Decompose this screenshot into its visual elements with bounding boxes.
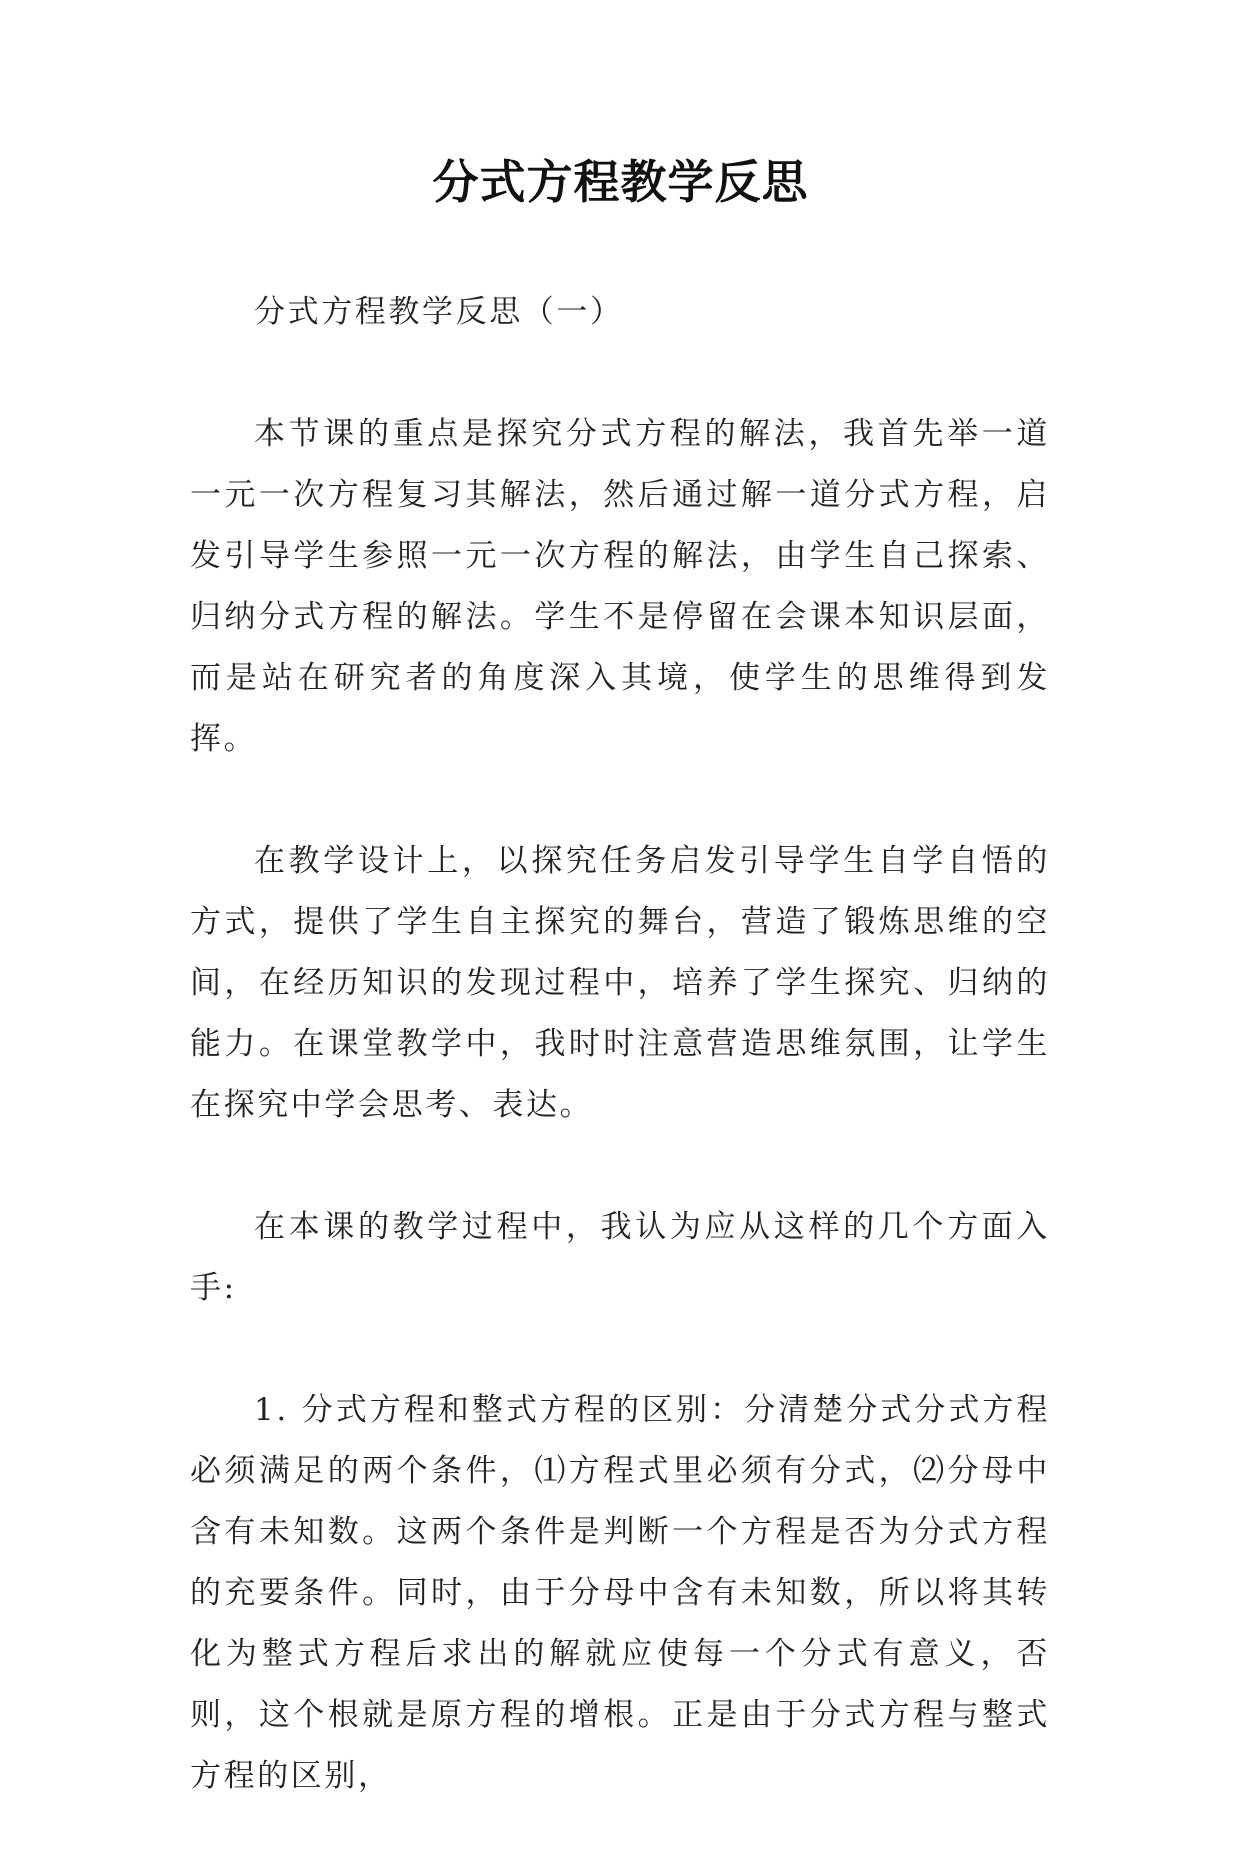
document-title: 分式方程教学反思 bbox=[432, 155, 809, 209]
paragraph-4: 1. 分式方程和整式方程的区别：分清楚分式分式方程必须满足的两个条件，⑴方程式里必须有分式，⑵分母中含有未知数。这两个条件是判断一个方程是否为分式方程的充要条件。同时，由于分母中含有未知数，所以将其转化为整式方程后求出的解就应使每一个分式有意义，否则，这个根就是原方程的增根。正是由于分式方程与整式方程的区别， bbox=[190, 1392, 1050, 1794]
paragraph-1: 本节课的重点是探究分式方程的解法，我首先举一道一元一次方程复习其解法，然后通过解一道分式方程，启发引导学生参照一元一次方程的解法，由学生自己探索、归纳分式方程的解法。学生不是停留在会课本知识层面，而是站在研究者的角度深入其境，使学生的思维得到发挥。 bbox=[190, 416, 1050, 757]
paragraph-2: 在教学设计上，以探究任务启发引导学生自学自悟的方式，提供了学生自主探究的舞台，营造了锻炼思维的空间，在经历知识的发现过程中，培养了学生探究、归纳的能力。在课堂教学中，我时时注意营造思维氛围，让学生在探究中学会思考、表达。 bbox=[190, 843, 1050, 1123]
paragraph-3: 在本课的教学过程中，我认为应从这样的几个方面入手: bbox=[190, 1209, 1050, 1306]
document-body bbox=[190, 282, 1050, 1868]
section-heading: 分式方程教学反思（一） bbox=[254, 294, 624, 330]
